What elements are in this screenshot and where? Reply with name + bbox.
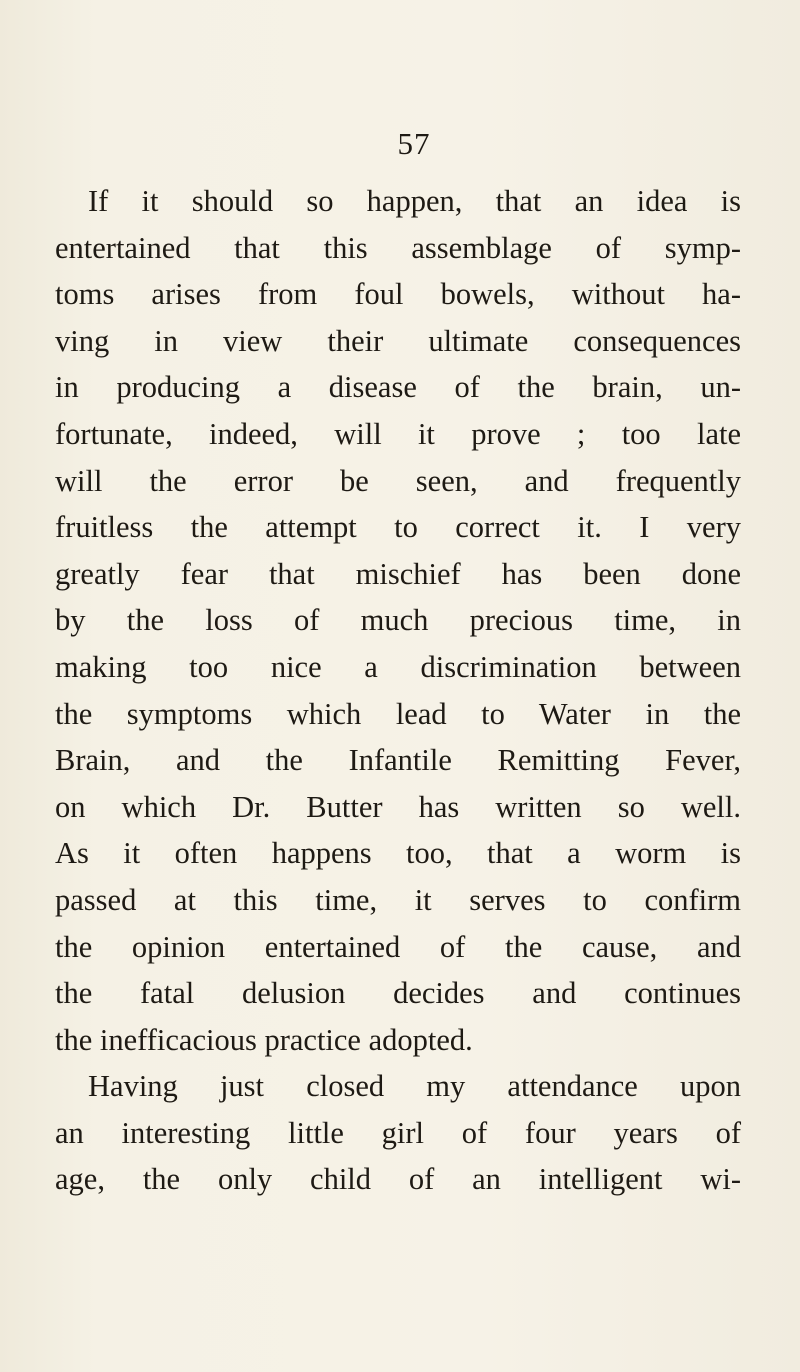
text-line: will the error be seen, and frequently	[55, 463, 741, 498]
text-line: Having just closed my attendance upon	[88, 1069, 741, 1104]
text-line: As it often happens too, that a worm is	[55, 836, 741, 871]
text-line: passed at this time, it serves to confirm	[55, 882, 741, 917]
text-line: fruitless the attempt to correct it. I very	[55, 510, 741, 545]
text-line: If it should so happen, that an idea is	[88, 184, 741, 218]
text-line: on which Dr. Butter has written so well.	[55, 789, 741, 824]
text-line: the opinion entertained of the cause, and	[55, 929, 741, 964]
text-line: in producing a disease of the brain, un-	[55, 370, 741, 405]
text-line: an interesting little girl of four years of	[55, 1115, 741, 1150]
text-line: by the loss of much precious time, in	[55, 603, 741, 638]
text-line: making too nice a discrimination between	[55, 649, 741, 684]
text-line: the fatal delusion decides and continues	[55, 976, 741, 1011]
text-line: fortunate, indeed, will it prove ; too late	[55, 416, 741, 451]
text-line: Brain, and the Infantile Remitting Fever,	[55, 743, 741, 778]
page-number: 57	[397, 126, 431, 161]
text-line: age, the only child of an intelligent wi-	[55, 1162, 741, 1197]
text-line: greatly fear that mischief has been done	[55, 556, 741, 591]
text-line: entertained that this assemblage of symp-	[55, 230, 741, 265]
text-line: ving in view their ultimate consequences	[55, 323, 741, 358]
text-line: toms arises from foul bowels, without ha-	[55, 277, 741, 312]
text-line: the inefficacious practice adopted.	[55, 1022, 473, 1057]
text-line: the symptoms which lead to Water in the	[55, 696, 741, 731]
body-text	[55, 178, 741, 1203]
